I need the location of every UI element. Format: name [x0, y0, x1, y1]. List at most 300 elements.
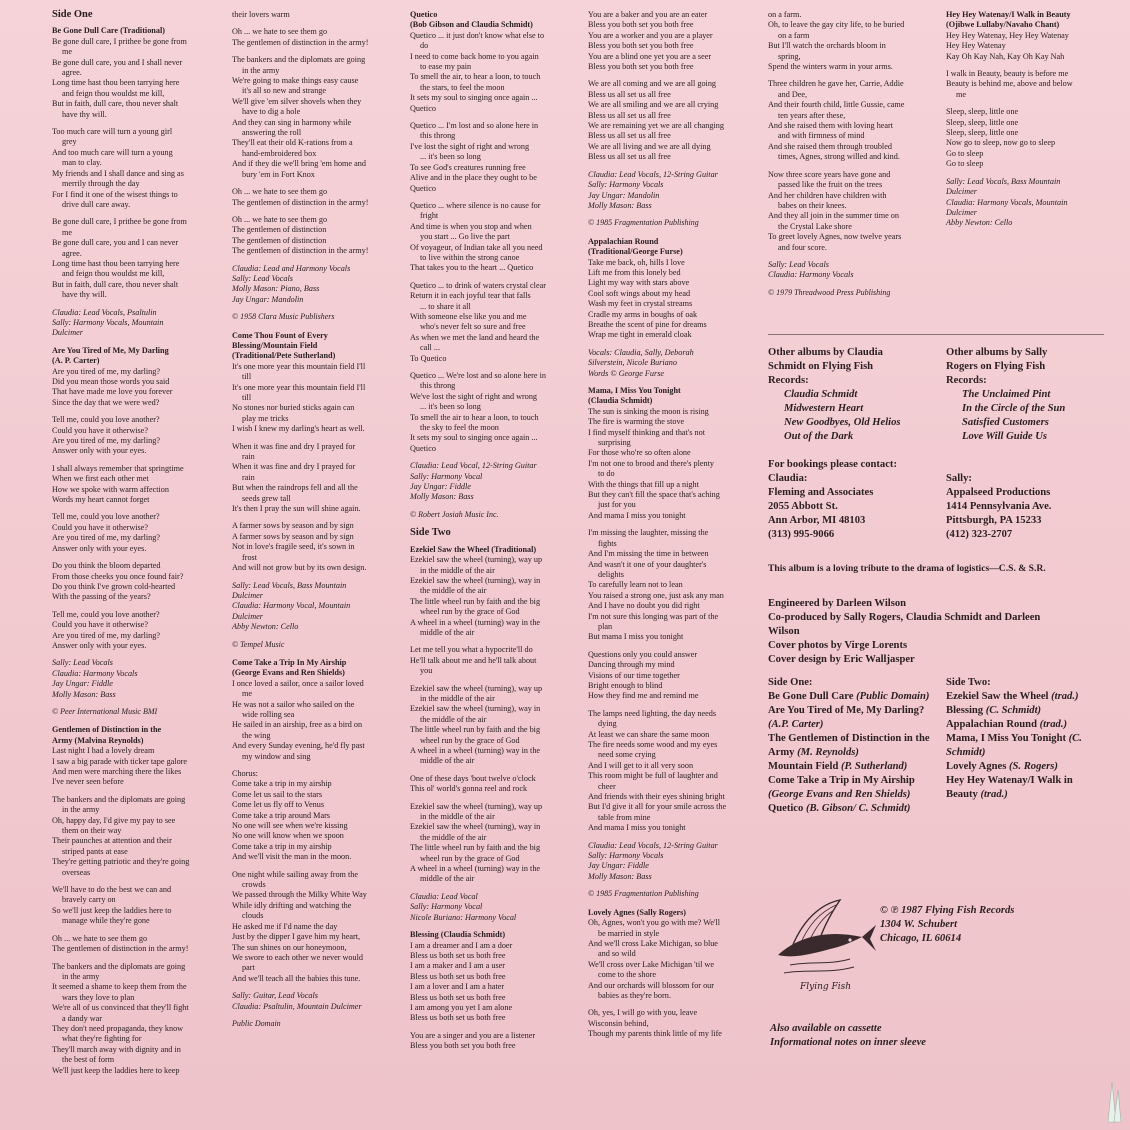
- lyric-line: striped pants at ease: [62, 846, 128, 856]
- production-credits: [768, 597, 1108, 667]
- lyric-line: and Dee,: [778, 89, 808, 99]
- lyric-line: in the middle of the air: [420, 812, 495, 822]
- lyric-line: Come let us sail to the stars: [232, 789, 323, 799]
- lyric-line: My friends and I shall dance and sing as: [52, 168, 184, 178]
- lyric-line: The lamps need lighting, the day needs: [588, 708, 717, 718]
- lyric-line: And friends with their eyes shining bright: [588, 792, 725, 802]
- lyric-line: A wheel in a wheel (turning) way in the: [410, 617, 541, 627]
- lyric-line: the stars, to feel the moon: [420, 82, 505, 92]
- lyric-line: Breathe the scent of pine for dreams: [588, 319, 707, 329]
- song-title: Hey Hey Watenay/I Walk in Beauty: [946, 10, 1071, 19]
- lyric-line: We're all of us convinced that they'll fight: [52, 1003, 189, 1013]
- lyric-line: Could you have it otherwise?: [52, 620, 148, 630]
- song-title: Army (Malvina Reynolds): [52, 735, 144, 745]
- lyric-stanza: [588, 1008, 748, 1039]
- lyric-line: middle of the air: [420, 756, 475, 766]
- lyric-line: bury 'em in Fort Knox: [242, 169, 315, 179]
- lyric-line: I find myself thinking and that's not: [588, 427, 705, 437]
- lyric-line: Go to sleep: [946, 159, 984, 169]
- lyric-line: Claudia: Harmony Vocals, Mountain: [946, 197, 1068, 207]
- lyric-line: grey: [62, 137, 77, 147]
- booking-line: 1414 Pennsylvania Ave.: [946, 501, 1052, 512]
- lyric-line: And mama I miss you tonight: [588, 510, 686, 520]
- lyric-line: Nicole Buriano: Harmony Vocal: [410, 912, 517, 922]
- song-title: (Traditional/Pete Sutherland): [232, 351, 336, 361]
- copyright-note: © Robert Josiah Music Inc.: [410, 509, 499, 519]
- lyric-line: The gentlemen of distinction in the army!: [232, 37, 369, 47]
- lyric-line: it's all so new and strange: [242, 86, 327, 96]
- album-title: New Goodbyes, Old Helios: [784, 417, 901, 428]
- lyric-line: Take me back, oh, hills I love: [588, 257, 685, 267]
- lyric-line: seeds grew tall: [242, 493, 291, 503]
- credit-line: Cover design by Eric Walljasper: [768, 654, 915, 665]
- track-title: Ezekiel Saw the Wheel: [946, 691, 1049, 702]
- song-title: Blessing/Mountain Field: [232, 340, 318, 350]
- lyric-line: I shall always remember that springtime: [52, 463, 184, 473]
- lyric-line: You are a baker and you are an eater: [588, 10, 708, 19]
- lyric-line: Jay Ungar: Fiddle: [52, 679, 113, 689]
- lyric-line: come to the shore: [598, 970, 656, 980]
- lyric-line: Quetico ... We're lost and so alone here in: [410, 371, 546, 380]
- track-entry: [768, 760, 943, 774]
- lyric-line: Answer only with your eyes.: [52, 543, 147, 553]
- lyric-stanza: [588, 709, 748, 834]
- lyric-line: I've lost the sight of right and wrong: [410, 141, 530, 151]
- lyric-stanza: [232, 769, 392, 863]
- cassette-line: Also available on cassette: [770, 1023, 882, 1034]
- lyric-line: Sally: Harmony Vocals, Mountain: [52, 317, 164, 327]
- lyric-line: to live within the strong canoe: [420, 252, 520, 262]
- lyric-line: my window and sing: [242, 751, 311, 761]
- lyric-stanza: [410, 1031, 572, 1052]
- lyric-stanza: [52, 512, 224, 554]
- track-entry: [946, 760, 1106, 774]
- lyric-line: And their fourth child, little Gussie, came: [768, 100, 905, 110]
- lyric-line: Return it in each joyful tear that falls: [410, 291, 531, 301]
- copyright-note: © Tempel Music: [232, 639, 285, 649]
- track-title: Mama, I Miss You Tonight: [946, 733, 1066, 744]
- lyric-stanza: [946, 31, 1096, 62]
- lyric-line: times, Agnes, strong willed and kind.: [778, 152, 900, 162]
- lyric-line: Their paunches at attention and their: [52, 836, 172, 846]
- lyric-line: clouds: [242, 911, 264, 921]
- lyric-line: To smell the air to hear a loon, to touch: [410, 412, 539, 422]
- lyric-line: I'm missing the laughter, missing the: [588, 528, 709, 538]
- lyric-line: Sally: Guitar, Lead Vocals: [232, 991, 318, 1001]
- lyric-line: It sets my soul to singing once again ...: [410, 433, 538, 443]
- lyric-stanza: [52, 962, 224, 1076]
- lyric-line: Abby Newton: Cello: [232, 622, 299, 632]
- track-entry: [946, 732, 1106, 760]
- lyric-line: to ease my pain: [420, 62, 472, 72]
- song-title: Blessing (Claudia Schmidt): [410, 930, 506, 940]
- lyric-line: overseas: [62, 867, 91, 877]
- lyric-line: Be gone dull care, I prithee be gone from: [52, 217, 187, 227]
- address-line: 1304 W. Schubert: [880, 919, 958, 930]
- lyric-line: me: [956, 89, 967, 99]
- lyric-line: delights: [598, 569, 624, 579]
- credit-line: Co-produced by Sally Rogers, Claudia Schmidt and Darleen: [768, 612, 1041, 623]
- lyric-line: frost: [242, 552, 258, 562]
- lyric-stanza: [232, 870, 392, 984]
- claudia-albums: [768, 346, 938, 444]
- lyric-line: No one will see when we're kissing: [232, 821, 348, 831]
- performer-credits: [768, 260, 928, 281]
- lyric-line: When we first each other met: [52, 474, 149, 484]
- lyric-line: Bless us both set us both free: [410, 1013, 506, 1023]
- lyric-line: Are you tired of me, my darling?: [52, 533, 160, 543]
- lyric-line: Bless you both set you both free: [410, 1041, 516, 1051]
- lyric-line: answering the roll: [242, 128, 302, 138]
- lyric-line: on a farm.: [768, 10, 802, 19]
- lyric-line: And too much care will turn a young: [52, 147, 173, 157]
- cassette-note: [770, 1022, 1100, 1050]
- lyric-line: Sleep, sleep, little one: [946, 128, 1019, 138]
- lyric-line: in the middle of the air: [420, 693, 495, 703]
- lyric-line: agree.: [62, 248, 82, 258]
- track-entry: [946, 774, 1106, 802]
- lyric-line: rain: [242, 472, 255, 482]
- lyric-line: Claudia: Harmony Vocals: [768, 270, 854, 280]
- lyric-line: play me tricks: [242, 413, 289, 423]
- lyric-line: crowds: [242, 880, 266, 890]
- copyright-line: © ℗ 1987 Flying Fish Records: [880, 905, 1015, 916]
- lyric-stanza: [588, 528, 748, 642]
- lyric-line: Claudia: Lead Vocals, Psaltulin: [52, 307, 157, 317]
- lyric-stanza: [946, 69, 1096, 100]
- lyric-line: fright: [420, 211, 439, 221]
- song-title: (A. P. Carter): [52, 356, 100, 366]
- track-entry: [946, 704, 1106, 718]
- track-credit: (George Evans and Ren Shields): [768, 789, 911, 800]
- lyric-line: in the middle of the air: [420, 565, 495, 575]
- lyric-line: Answer only with your eyes.: [52, 640, 147, 650]
- lyric-line: Claudia: Lead Vocals, 12-String Guitar: [588, 840, 718, 850]
- lyric-line: You are a blind one yet you are a seer: [588, 51, 712, 61]
- lyric-line: The bankers and the diplomats are going: [52, 794, 186, 804]
- lyric-line: The little wheel run by faith and the big: [410, 596, 541, 606]
- lyric-line: Let me tell you what a hypocrite'll do: [410, 645, 533, 655]
- lyric-stanza: [588, 918, 748, 1001]
- lyric-line: spring,: [778, 51, 801, 61]
- lyric-line: For I find it one of the wisest things to: [52, 189, 178, 199]
- lyrics-column-1: [52, 10, 224, 1125]
- lyric-stanza: [52, 561, 224, 603]
- copyright-note: © Peer International Music BMI: [52, 706, 158, 716]
- lyric-line: And I will get to it all very soon: [588, 760, 694, 770]
- lyric-line: The fire is warming the stove: [588, 417, 685, 427]
- logo-caption: Flying Fish: [800, 982, 852, 992]
- track-credit: (B. Gibson/ C. Schmidt): [805, 803, 911, 814]
- lyric-line: Of voyageur, of Indian take all you need: [410, 242, 543, 252]
- lyric-line: Sleep, sleep, little one: [946, 107, 1019, 117]
- album-title: Midwestern Heart: [784, 403, 864, 414]
- lyric-line: But in faith, dull care, thou never shalt: [52, 279, 179, 289]
- performer-credits: [588, 170, 748, 212]
- lyric-stanza: [232, 10, 392, 20]
- lyric-stanza: [410, 684, 572, 767]
- lyric-line: Quetico ... I'm lost and so alone here in: [410, 121, 539, 131]
- lyric-line: Hey Hey Watenay, Hey Hey Watenay: [946, 30, 1069, 40]
- lyric-line: Bless you both set you both free: [588, 20, 694, 30]
- bookings-heading: For bookings please contact:: [768, 459, 897, 470]
- lyric-line: wheel run by the grace of God: [420, 853, 520, 863]
- lyric-line: To smell the air, to hear a loon, to touch: [410, 72, 541, 82]
- lyric-line: Be gone dull care, you and I can never: [52, 238, 179, 248]
- lyric-line: Oh, to leave the gay city life, to be buried: [768, 20, 905, 30]
- lyric-line: We are all living and we are all dying: [588, 141, 711, 151]
- lyric-line: dying: [598, 719, 617, 729]
- lyric-line: Dulcimer: [946, 187, 977, 197]
- lyric-line: Ezekiel saw the wheel (turning), way in: [410, 704, 541, 714]
- lyric-line: And time is when you stop and when: [410, 221, 532, 231]
- lyric-line: Tell me, could you love another?: [52, 415, 160, 425]
- claudia-albums-heading: Other albums by Claudia: [768, 347, 883, 358]
- lyric-line: Questions only you could answer: [588, 649, 698, 659]
- lyric-line: I saw a big parade with ticker tape galore: [52, 756, 188, 766]
- lyric-line: He sailed in an airship, free as a bird on: [232, 720, 363, 730]
- lyric-line: And she raised them through troubled: [768, 141, 892, 151]
- lyric-line: And our orchards will blossom for our: [588, 980, 714, 990]
- lyric-stanza: [232, 215, 392, 257]
- lyric-line: But I'll watch the orchards bloom in: [768, 41, 886, 51]
- lyric-line: Sally: Harmony Vocal: [410, 902, 483, 912]
- lyric-line: The bankers and the diplomats are going: [232, 55, 366, 65]
- lyric-line: I'm not one to brood and there's plenty: [588, 458, 714, 468]
- lyric-line: Bless us both set us both free: [410, 992, 506, 1002]
- lyric-line: And we'll teach all the babies this tune.: [232, 973, 361, 983]
- lyric-line: Are you tired of me, my darling?: [52, 436, 160, 446]
- lyric-line: And if they die we'll bring 'em home and: [232, 159, 366, 169]
- lyric-line: It's one more year this mountain field I'll: [232, 382, 366, 392]
- lyric-line: agree.: [62, 68, 82, 78]
- lyric-line: And they can sing in harmony while: [232, 117, 352, 127]
- song-title: (Bob Gibson and Claudia Schmidt): [410, 20, 533, 30]
- lyric-line: Sleep, sleep, little one: [946, 117, 1019, 127]
- lyric-line: part: [242, 963, 255, 973]
- lyric-line: Dulcimer: [232, 590, 263, 600]
- booking-line: Fleming and Associates: [768, 487, 874, 498]
- lyric-line: in the army: [62, 805, 100, 815]
- lyric-line: Oh ... we hate to see them go: [232, 214, 328, 224]
- lyric-line: And we'll visit the man in the moon.: [232, 852, 352, 862]
- lyric-line: need some crying: [598, 750, 656, 760]
- performer-credits: [410, 461, 572, 503]
- lyric-line: this throng: [420, 381, 456, 391]
- lyric-line: have thy will.: [62, 290, 107, 300]
- lyric-line: the middle of the air: [420, 832, 487, 842]
- lyric-line: Quetico ... to drink of waters crystal clear: [410, 280, 546, 290]
- lyric-line: Sally: Lead Vocals, Bass Mountain: [232, 580, 347, 590]
- lyric-line: the middle of the air: [420, 586, 487, 596]
- track-credit: (C. Schmidt): [946, 733, 1082, 758]
- lyric-line: in the army: [62, 971, 100, 981]
- lyric-line: ten years after these,: [778, 110, 846, 120]
- lyric-line: and four score.: [778, 242, 827, 252]
- lyric-line: I am among you yet I am alone: [410, 1002, 513, 1012]
- lyric-line: Quetico: [410, 183, 436, 193]
- lyric-line: To see God's creatures running free: [410, 162, 526, 172]
- lyric-line: Claudia: Lead Vocals, 12-String Guitar: [588, 169, 718, 179]
- lyric-line: I walk in Beauty, beauty is before me: [946, 69, 1069, 79]
- lyric-line: A farmer sows by season and by sign: [232, 521, 354, 531]
- lyric-line: You are a worker and you are a player: [588, 30, 713, 40]
- lyric-line: We've lost the sight of right and wrong: [410, 391, 538, 401]
- booking-line: Appalseed Productions: [946, 487, 1051, 498]
- claudia-albums-heading: Records:: [768, 375, 809, 386]
- lyric-line: do: [420, 41, 429, 51]
- song-title: (Traditional/George Furse): [588, 247, 683, 257]
- lyric-line: Sally: Harmony Vocal: [410, 471, 483, 481]
- lyric-stanza: [232, 27, 392, 48]
- lyric-line: bravely carry on: [62, 895, 116, 905]
- lyric-line: Bless you both set you both free: [588, 62, 694, 72]
- lyric-line: But they can't fill the space that's aching: [588, 490, 720, 500]
- lyric-line: It seemed a shame to keep them from the: [52, 982, 187, 992]
- credit-line: Cover photos by Virge Lorents: [768, 640, 908, 651]
- lyric-stanza: [588, 10, 748, 72]
- lyric-line: Ezekiel saw the wheel (turning), way in: [410, 822, 541, 832]
- lyric-line: Now three score years have gone and: [768, 169, 891, 179]
- lyric-line: Long time hast thou been tarrying here: [52, 78, 180, 88]
- lyrics-column-4: [588, 10, 748, 1125]
- lyric-stanza: [52, 464, 224, 506]
- lyric-line: Bless you both set you both free: [588, 41, 694, 51]
- lyric-stanza: [410, 802, 572, 885]
- lyric-line: Sally: Lead Vocals, Bass Mountain: [946, 176, 1061, 186]
- lyric-stanza: [410, 941, 572, 1024]
- lyric-line: This ol' world's gonna reel and rock: [410, 784, 528, 794]
- lyric-stanza: [768, 10, 928, 72]
- lyric-line: We swore to each other we never would: [232, 952, 363, 962]
- lyric-line: From those cheeks you once found fair?: [52, 571, 184, 581]
- lyric-line: who's never felt so sure and free: [420, 322, 526, 332]
- song-title: (Ojibwe Lullaby/Navaho Chant): [946, 20, 1060, 30]
- lyric-line: Molly Mason: Piano, Bass: [232, 284, 320, 294]
- lyric-line: And we'll cross Lake Michigan, so blue: [588, 938, 718, 948]
- lyric-line: Claudia: Harmony Vocals: [52, 668, 138, 678]
- lyric-line: I am a maker and I am a user: [410, 961, 506, 971]
- lyric-line: babies as they're born.: [598, 990, 671, 1000]
- album-title: Satisfied Customers: [962, 417, 1049, 428]
- lyric-line: I am a dreamer and I am a doer: [410, 940, 513, 950]
- lyric-line: Quetico: [410, 103, 436, 113]
- lyric-line: With someone else like you and me: [410, 311, 527, 321]
- sally-albums: [946, 346, 1116, 444]
- lyric-line: Long time hast thou been tarrying here: [52, 258, 180, 268]
- lyric-line: Hey Hey Watenay: [946, 41, 1006, 51]
- booking-line: Ann Arbor, MI 48103: [768, 515, 866, 526]
- lyric-stanza: [232, 55, 392, 180]
- lyric-line: the middle of the air: [420, 714, 487, 724]
- lyric-line: be married in style: [598, 928, 660, 938]
- lyric-line: Bless us both set us both free: [410, 971, 506, 981]
- lyric-line: Claudia: Lead and Harmony Vocals: [232, 263, 351, 273]
- lyric-line: No one will know when we spoon: [232, 831, 344, 841]
- lyric-line: Bright enough to blind: [588, 680, 663, 690]
- lyric-line: For those who're so often alone: [588, 448, 691, 458]
- booking-line: 2055 Abbott St.: [768, 501, 838, 512]
- lyric-stanza: [52, 367, 224, 409]
- lyric-line: plan: [598, 621, 613, 631]
- lyric-line: Dulcimer: [946, 207, 977, 217]
- lyric-line: He'll talk about me and he'll talk about: [410, 655, 537, 665]
- booking-line: Sally:: [946, 473, 972, 484]
- lyric-line: A farmer sows by season and by sign: [232, 531, 354, 541]
- lyric-stanza: [52, 610, 224, 652]
- lyric-line: That have made me love you forever: [52, 387, 173, 397]
- lyric-line: you: [420, 666, 433, 676]
- lyric-stanza: [410, 371, 572, 454]
- performer-credits: [946, 177, 1096, 229]
- lyric-line: Quetico: [410, 443, 436, 453]
- lyric-line: The gentlemen of distinction in the army!: [52, 944, 189, 954]
- lyric-line: Wisconsin behind,: [588, 1018, 649, 1028]
- album-title: The Unclaimed Pint: [962, 389, 1051, 400]
- sally-albums-heading: Records:: [946, 375, 987, 386]
- lyric-line: Dulcimer: [52, 328, 83, 338]
- lyric-stanza: [410, 774, 572, 795]
- lyric-line: The gentlemen of distinction: [232, 225, 327, 235]
- lyric-line: Sally: Harmony Vocals: [588, 180, 664, 190]
- song-title: Be Gone Dull Care (Traditional): [52, 26, 165, 36]
- credit-line: Wilson: [768, 626, 800, 637]
- lyric-stanza: [52, 127, 224, 210]
- lyric-line: Come take a trip in my airship: [232, 841, 332, 851]
- side-heading: Side One: [52, 9, 93, 20]
- performer-credits: [588, 841, 748, 883]
- lyric-line: Jay Ungar: Mandolin: [232, 294, 304, 304]
- album-title: In the Circle of the Sun: [962, 403, 1066, 414]
- lyric-line: Just by the dipper I gave him my heart,: [232, 932, 361, 942]
- lyric-line: You raised a strong one, just ask any man: [588, 590, 724, 600]
- side-label: Side Two:: [946, 677, 991, 688]
- performer-credits: [232, 264, 392, 306]
- lyric-line: man to clay.: [62, 158, 102, 168]
- lyric-line: He asked me if I'd name the day: [232, 921, 338, 931]
- booking-line: Pittsburgh, PA 15233: [946, 515, 1042, 526]
- lyric-line: And men were marching there the likes: [52, 767, 182, 776]
- lyric-line: Not in love's fragile seed, it's sown in: [232, 542, 355, 552]
- performer-credits: [232, 991, 392, 1012]
- song-title: (George Evans and Ren Shields): [232, 668, 345, 678]
- lyric-line: But when the raindrops fell and all the: [232, 483, 358, 493]
- lyric-stanza: [588, 650, 748, 702]
- address-line: Chicago, IL 60614: [880, 933, 962, 944]
- lyric-stanza: [410, 121, 572, 194]
- track-title: Lovely Agnes: [946, 761, 1007, 772]
- lyric-line: The gentlemen of distinction in the army!: [232, 197, 369, 207]
- lyric-line: you start ... Go live the part: [420, 232, 510, 242]
- lyric-line: Silverstein, Nicole Buriano: [588, 358, 677, 368]
- lyric-line: But I'd give it all for your smile across the: [588, 802, 727, 812]
- lyric-line: And every Sunday evening, he'd fly past: [232, 741, 365, 751]
- lyric-line: the wing: [242, 730, 271, 740]
- lyric-line: fights: [598, 538, 617, 548]
- lyric-line: The sun is sinking the moon is rising: [588, 406, 709, 416]
- lyric-stanza: [410, 555, 572, 638]
- tribute-note: This album is a loving tribute to the drama of logistics—C.S. & S.R.: [768, 563, 1046, 574]
- lyric-line: They'll eat their old K-rations from a: [232, 138, 353, 148]
- lyric-line: Come take a trip around Mars: [232, 810, 330, 820]
- lyric-line: Wash my feet in crystal streams: [588, 299, 693, 309]
- lyric-line: The little wheel run by faith and the big: [410, 725, 541, 735]
- lyric-line: They're getting patriotic and they're going: [52, 857, 190, 867]
- lyric-line: till: [242, 393, 252, 402]
- sally-booking-contact: [946, 472, 1116, 542]
- lyric-line: The bankers and the diplomats are going: [52, 961, 186, 971]
- track-title: Mountain Field: [768, 761, 839, 772]
